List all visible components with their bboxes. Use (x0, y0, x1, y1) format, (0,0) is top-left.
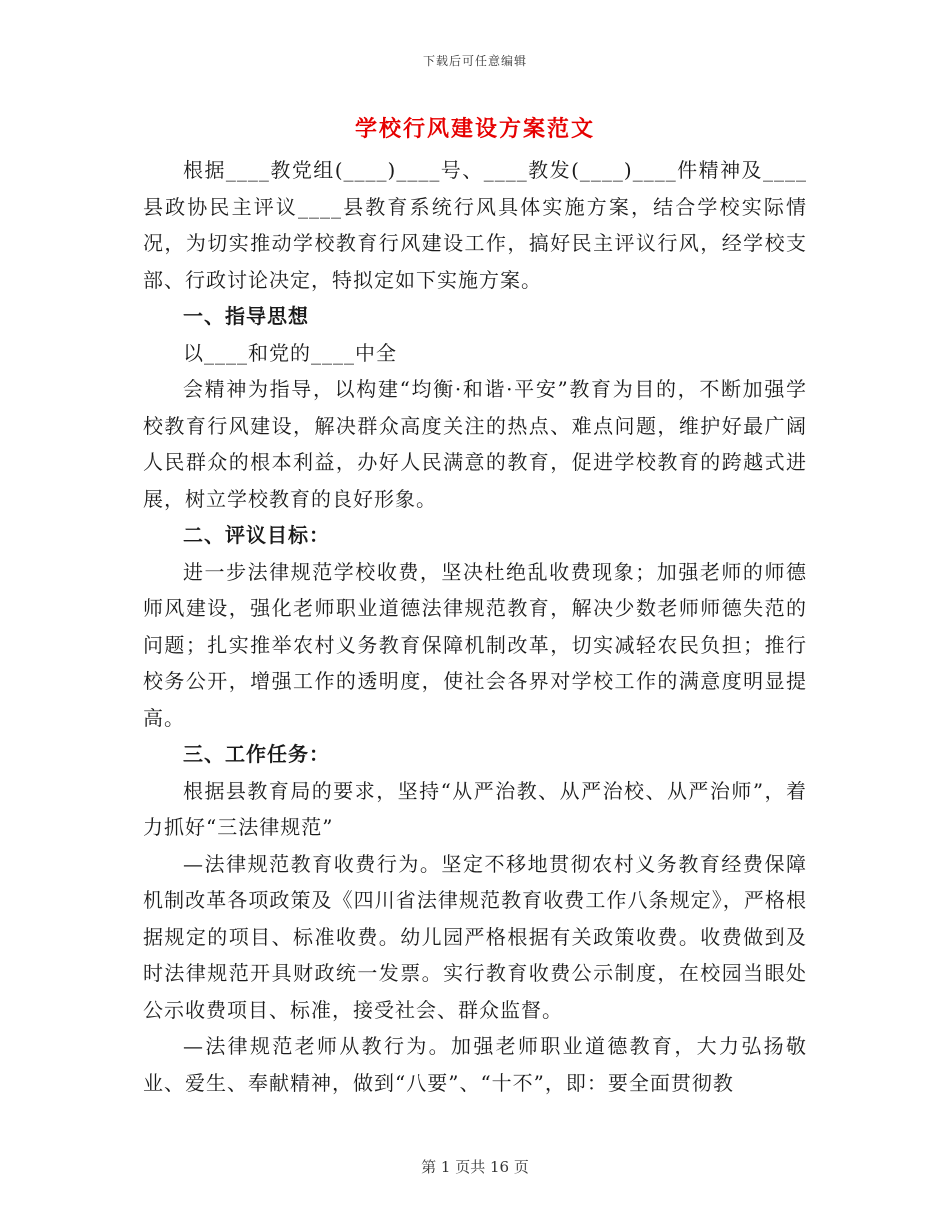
section-heading-work-tasks: 三、工作任务： (183, 742, 330, 766)
intro-paragraph: 根据____教党组(____)____号、____教发(____)____件精神及____县政协民主评议____县教育系统行风具体实施方案，结合学校实际情况，为切实推动学校教育行风建设工作，搞好民主评议行风，经学校支部、行政讨论决定，特拟定如下实施方案。 (143, 158, 807, 292)
body-paragraph: —法律规范教育收费行为。坚定不移地贯彻农村义务教育经费保障机制改革各项政策及《四川省法律规范教育收费工作八条规定》，严格根据规定的项目、标准收费。幼儿园严格根据有关政策收费。收费做到及时法律规范开具财政统一发票。实行教育收费公示制度，在校园当眼处公示收费项目、标准，接受社会、群众监督。 (143, 851, 807, 1022)
page-header-note: 下载后可任意编辑 (422, 54, 527, 68)
document-body (143, 152, 807, 1101)
section-heading-guiding-thought: 一、指导思想 (183, 304, 309, 328)
body-paragraph: 进一步法律规范学校收费，坚决杜绝乱收费现象；加强老师的师德师风建设，强化老师职业道德法律规范教育，解决少数老师师德失范的问题；扎实推举农村义务教育保障机制改革，切实减轻农民负担；推行校务公开，增强工作的透明度，使社会各界对学校工作的满意度明显提高。 (143, 559, 807, 730)
body-paragraph: —法律规范老师从教行为。加强老师职业道德教育，大力弘扬敬业、爱生、奉献精神，做到“八要”、“十不”，即：要全面贯彻教 (143, 1034, 807, 1095)
body-paragraph: 根据县教育局的要求，坚持“从严治教、从严治校、从严治师”，着力抓好“三法律规范” (143, 778, 807, 839)
page-number-footer: 第 1 页共 16 页 (421, 1158, 529, 1176)
body-paragraph: 会精神为指导，以构建“均衡·和谐·平安”教育为目的，不断加强学校教育行风建设，解决群众高度关注的热点、难点问题，维护好最广阔人民群众的根本利益，办好人民满意的教育，促进学校教育的跨越式进展，树立学校教育的良好形象。 (143, 377, 807, 511)
body-paragraph: 以____和党的____中全 (183, 340, 397, 365)
section-heading-review-goals: 二、评议目标： (183, 523, 330, 547)
document-title: 学校行风建设方案范文 (354, 116, 595, 142)
